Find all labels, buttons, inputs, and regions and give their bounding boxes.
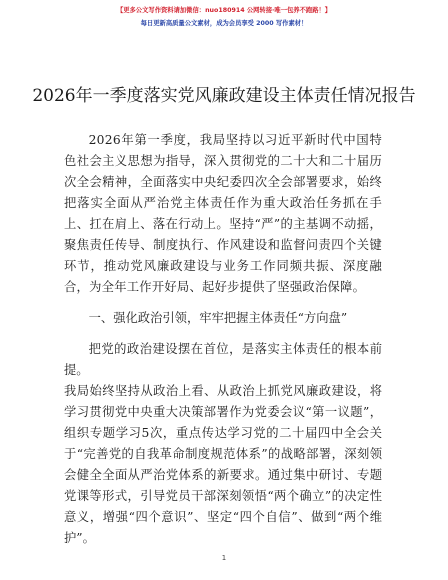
promo-banner-line1: 【更多公文写作资料请加微信：nuo180914 公网转接·唯一包养不跑路！】 <box>116 7 332 14</box>
page-number: 1 <box>221 554 227 562</box>
promo-banner-line2: 每日更新高质量公文素材，成为会员享受 2000 写作素材！ <box>140 20 308 27</box>
section-heading: 一、强化政治引领，牢牢把握主体责任“方向盘” <box>88 311 348 325</box>
document-title: 2026年一季度落实党风廉政建设主体责任情况报告 <box>32 86 416 106</box>
section-paragraph: 我局始终坚持从政治上看、从政治上抓党风廉政建设，将学习贯彻党中央重大决策部署作为党委会议“第一议题”，组织专题学习5次，重点传达学习党的二十届四中全会关于“完善党的自我革命制度规范体系”的战略部署，深刻领会健全全面从严治党体系的新要求。通过集中研讨、专题党课等形式，引导党员干部深刻领悟“两个确立”的决定性意义，增强“四个意识”、坚定“四个自信”、做到“两个维护”。 <box>64 384 382 545</box>
section-paragraph: 把党的政治建设摆在首位，是落实主体责任的根本前提。 <box>64 342 382 377</box>
document-body <box>64 130 382 549</box>
promo-banner <box>0 4 448 30</box>
intro-paragraph: 2026年第一季度，我局坚持以习近平新时代中国特色社会主义思想为指导，深入贯彻党的二十大和二十届历次全会精神，全面落实中央纪委四次全会部署要求，始终把落实全面从严治党主体责任作为重大政治任务抓在手上、扛在肩上、落在行动上。坚持“严”的主基调不动摇，聚焦责任传导、制度执行、作风建设和监督问责四个关键环节，推动党风廉政建设与业务工作同频共振、深度融合，为全年工作开好局、起好步提供了坚强政治保障。 <box>64 133 382 294</box>
